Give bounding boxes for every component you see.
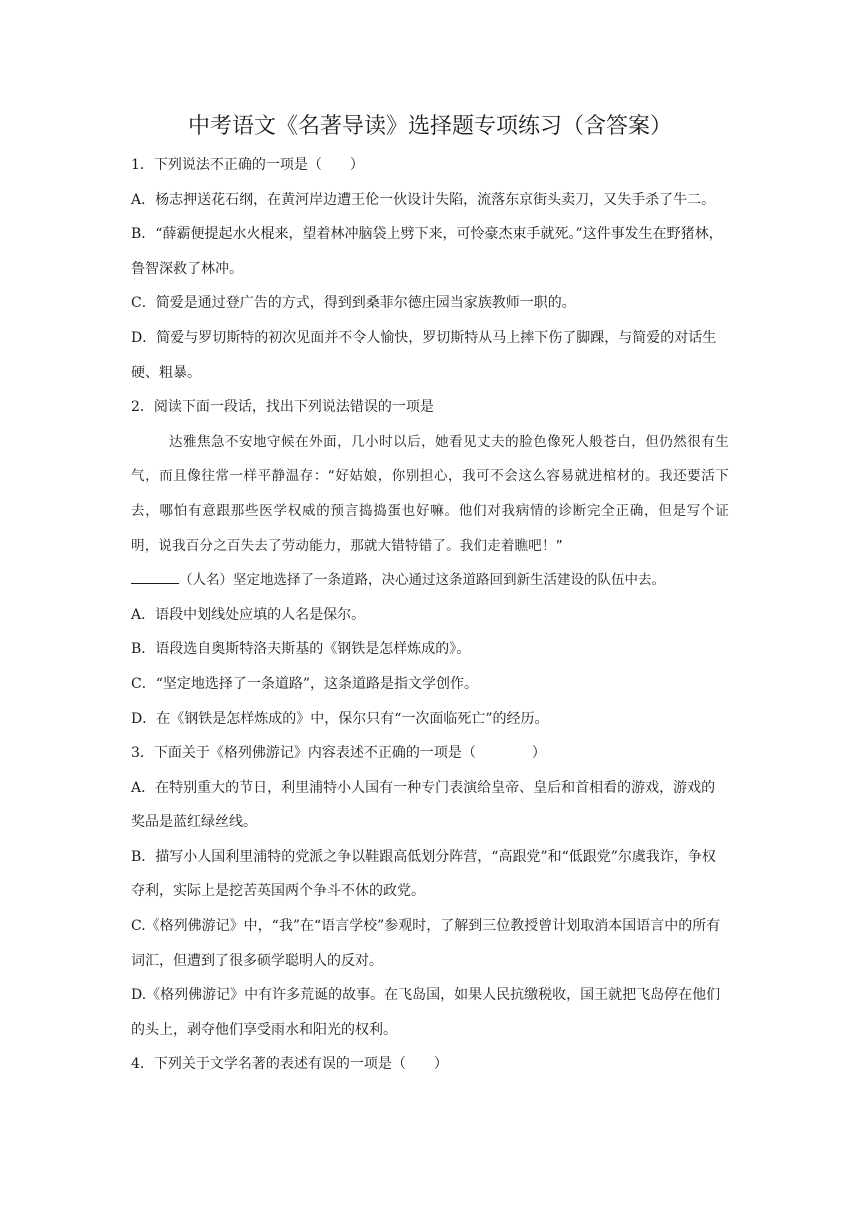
- question-2-passage: 达雅焦急不安地守候在外面，几小时以后，她看见丈夫的脸色像死人般苍白，但仍然很有生气，而且像往常一样平静温存：“好姑娘，你别担心，我可不会这么容易就进棺材的。我还要活下去，哪怕有意跟那些医学权威的预言捣捣蛋也好嘛。他们对我病情的诊断完全正确，但是写个证明，说我百分之百失去了劳动能力，那就大错特错了。我们走着瞧吧！”: [131, 433, 729, 554]
- question-3-option-a: A．在特别重大的节日，利里浦特小人国有一种专门表演给皇帝、皇后和首相看的游戏，游戏的奖品是蓝红绿丝线。: [131, 779, 716, 831]
- document-body: [131, 148, 729, 1082]
- question-3-option-d: D.《格列佛游记》中有许多荒诞的故事。在飞岛国，如果人民抗缴税收，国王就把飞岛停在他们的头上，剥夺他们享受雨水和阳光的权利。: [131, 987, 721, 1038]
- question-1-option-c: C．简爱是通过登广告的方式，得到到桑菲尔德庄园当家族教师一职的。: [131, 295, 576, 312]
- question-2-option-c: C．“坚定地选择了一条道路”，这条道路是指文学创作。: [131, 675, 479, 692]
- question-2-option-a: A．语段中划线处应填的人名是保尔。: [131, 606, 366, 623]
- question-1-option-b: B．“薛霸便提起水火棍来，望着林冲脑袋上劈下来，可怜豪杰束手就死。”这件事发生在野猪林，鲁智深救了林冲。: [131, 226, 723, 277]
- question-2-option-b: B．语段选自奥斯特洛夫斯基的《钢铁是怎样炼成的》。: [131, 641, 471, 658]
- fill-in-blank: [131, 567, 179, 584]
- question-3-option-c: C.《格列佛游记》中，“我”在“语言学校”参观时，了解到三位教授曾计划取消本国语言中的所有词汇，但遭到了很多硕学聪明人的反对。: [131, 918, 721, 969]
- question-2-option-d: D．在《钢铁是怎样炼成的》中，保尔只有“一次面临死亡”的经历。: [131, 710, 549, 727]
- question-3-option-b: B．描写小人国利里浦特的党派之争以鞋跟高低划分阵营，“高跟党”和“低跟党”尔虞我诈，争权夺利，实际上是挖苦英国两个争斗不休的政党。: [131, 848, 716, 900]
- question-2-passage-tail: （人名）坚定地选择了一条道路，决心通过这条道路回到新生活建设的队伍中去。: [179, 572, 665, 589]
- question-3-stem: 3．下面关于《格列佛游记》内容表述不正确的一项是（ ）: [131, 745, 546, 762]
- question-1-option-d: D．简爱与罗切斯特的初次见面并不令人愉快，罗切斯特从马上摔下伤了脚踝，与简爱的对话生硬、粗暴。: [131, 329, 717, 381]
- question-4-stem: 4．下列关于文学名著的表述有误的一项是（ ）: [131, 1056, 448, 1073]
- question-1-stem: 1．下列说法不正确的一项是（ ）: [131, 157, 364, 173]
- document-title: 中考语文《名著导读》选择题专项练习（含答案）: [187, 114, 672, 139]
- question-2-passage-tail-line: [131, 563, 729, 598]
- question-1-option-a: A．杨志押送花石纲，在黄河岸边遭王伦一伙设计失陷，流落东京街头卖刀，又失手杀了牛二。: [131, 191, 716, 208]
- question-2-stem: 2．阅读下面一段话，找出下列说法错误的一项是: [131, 399, 434, 416]
